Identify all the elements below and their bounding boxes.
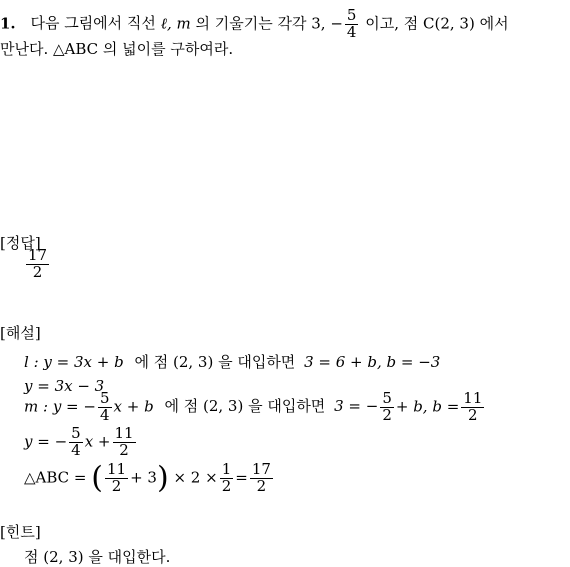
- answer-value: $\frac{17}{2}$: [28, 246, 48, 281]
- solution-line-3: m : y = − $\frac{5}{4}$ x + b 에 점 (2, 3) 을 대입하면 3 = − $\frac{5}{2}$ + b, b = $\frac{11}{2}$: [24, 389, 483, 424]
- line-variables: ℓ, m: [160, 14, 191, 33]
- problem-line-2: 만난다. △ABC 의 넓이를 구하여라.: [0, 40, 234, 58]
- solution-line-2: y = 3x − 3: [24, 377, 105, 395]
- problem-text: 다음 그림에서 직선: [30, 14, 156, 33]
- answer-label: [정답]: [0, 234, 41, 252]
- solution-label: [해설]: [0, 324, 41, 342]
- solution-line-4: y = − $\frac{5}{4}$ x + $\frac{11}{2}$: [24, 424, 134, 459]
- solution-line-1: l : y = 3x + b 에 점 (2, 3) 을 대입하면 3 = 6 + b, b = −3: [24, 353, 441, 371]
- slope-fraction: $\frac{5}{4}$: [346, 6, 357, 41]
- solution-line-5: △ABC = ( $\frac{11}{2}$ + 3) × 2 × $\frac{1}{2}$ = $\frac{17}{2}$: [24, 460, 271, 496]
- problem-text: 이고, 점 C(2, 3) 에서: [365, 14, 509, 33]
- hint-label: [힌트]: [0, 523, 41, 541]
- problem-line-1: [0, 8, 509, 41]
- problem-text: 의 기울기는 각각 3,: [195, 14, 326, 33]
- hint-text: 점 (2, 3) 을 대입한다.: [24, 548, 171, 566]
- problem-number: 1.: [0, 14, 16, 33]
- slope-sign: −: [330, 14, 343, 33]
